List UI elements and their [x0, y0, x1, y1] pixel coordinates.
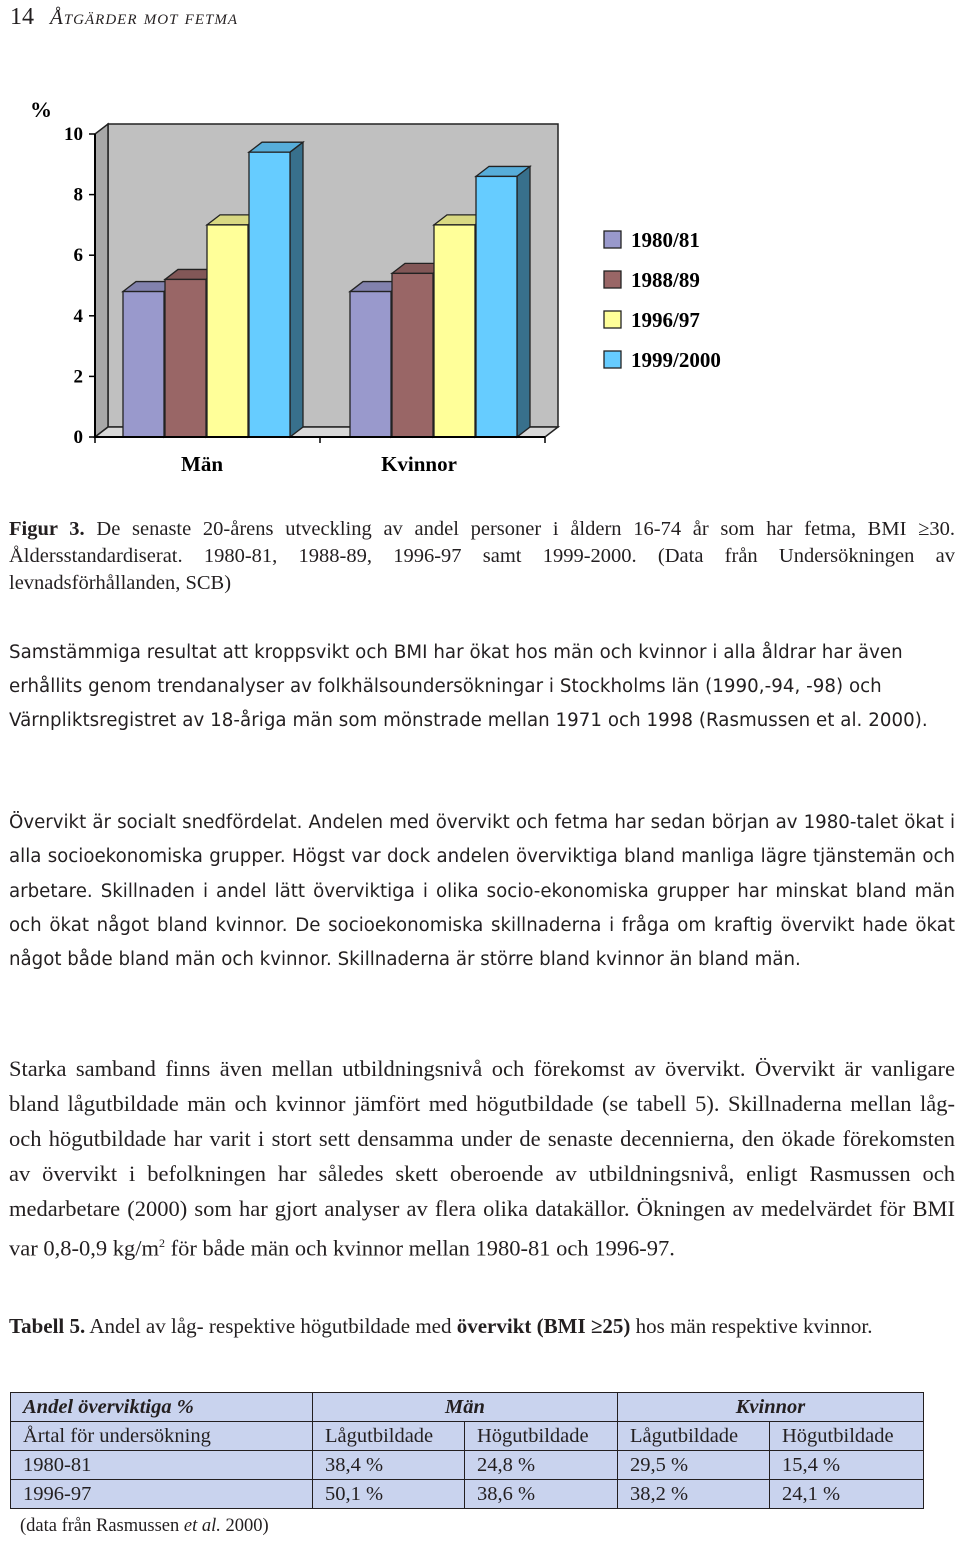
page-number: 14 — [10, 4, 34, 30]
table-row — [11, 1480, 924, 1509]
sub-header-cell: Årtal för undersökning — [11, 1422, 313, 1451]
bar — [249, 142, 303, 437]
table-source — [20, 1516, 269, 1537]
section-title: Åtgärder mot fetma — [50, 5, 238, 29]
legend-swatch — [604, 311, 621, 328]
overweight-table — [10, 1392, 924, 1509]
table-cell: 38,4 % — [313, 1451, 465, 1480]
y-axis-label: % — [30, 97, 52, 122]
y-tick-label: 4 — [73, 305, 83, 327]
bar — [476, 166, 530, 437]
table-cell: 1996-97 — [11, 1480, 313, 1509]
sub-header-cell: Lågutbildade — [618, 1422, 770, 1451]
source-etal: et al. — [183, 1516, 221, 1536]
bar-front — [434, 225, 475, 437]
y-tick-label: 6 — [73, 245, 83, 267]
legend-swatch — [604, 351, 621, 368]
y-tick-label: 8 — [73, 184, 83, 206]
bar-front — [249, 152, 290, 437]
figure-caption-text: De senaste 20-årens utveckling av andel personer i åldern 16-74 år som har fetma, BMI ≥30. Åldersstandardiserat. 1980-81, 1988-89, 1996-97 samt 1999-2000. (Data från Undersökningen av levnadsförhållanden, SCB) — [9, 518, 955, 594]
sub-header-cell: Högutbildade — [770, 1422, 924, 1451]
table-cell: 38,6 % — [465, 1480, 618, 1509]
source-text-c: 2000) — [220, 1516, 269, 1536]
paragraph-3 — [9, 1051, 955, 1266]
table-cell: 15,4 % — [770, 1451, 924, 1480]
table-label: Tabell 5. — [9, 1314, 86, 1338]
table-row — [11, 1451, 924, 1480]
y-tick-label: 2 — [73, 366, 83, 388]
legend-label: 1980/81 — [631, 228, 700, 252]
paragraph-3-text-a: Starka samband finns även mellan utbildningsnivå och förekomst av övervikt. Övervikt är vanligare bland lågutbildade män och kvinnor jämfört med högutbildade (se tabell 5). Skillnaderna mellan låg- och högutbildade har varit i stort sett densamma under de senaste decennierna, den ökade förekomsten av övervikt i befolkningen har således skett oberoende av utbildningsnivå, enligt Rasmussen och medarbetare (2000) som har gjort analyser av flera olika datakällor. Ökningen av medelvärdet för BMI var 0,8-0,9 kg/m — [9, 1056, 955, 1261]
x-category-label: Män — [181, 452, 223, 476]
group-header-women: Kvinnor — [618, 1393, 924, 1422]
table-caption-text-a: Andel av låg- respektive högutbildade med — [85, 1314, 457, 1338]
paragraph-1: Samstämmiga resultat att kroppsvikt och BMI har ökat hos män och kvinnor i alla åldrar har även erhållits genom trendanalyser av folkhälsoundersökningar i Stockholms län (1990,-94, -98) och Värnpliktsregistret av 18-åriga män som mönstrade mellan 1971 och 1998 (Rasmussen et al. 2000). — [9, 642, 928, 731]
source-text-a: (data från Rasmussen — [20, 1516, 184, 1536]
paragraph-3-text-b: för både män och kvinnor mellan 1980-81 och 1996-97. — [164, 1235, 675, 1261]
sub-header-cell: Lågutbildade — [313, 1422, 465, 1451]
table-group-header — [11, 1393, 924, 1422]
bar-front — [165, 279, 206, 437]
table-cell: 50,1 % — [313, 1480, 465, 1509]
running-header — [10, 4, 238, 31]
bar-side — [517, 166, 530, 437]
bar-front — [207, 225, 248, 437]
bar-front — [392, 273, 433, 437]
table-sub-header — [11, 1422, 924, 1451]
table-cell: 38,2 % — [618, 1480, 770, 1509]
table-caption-text-b: hos män respektive kvinnor. — [630, 1314, 873, 1338]
x-category-label: Kvinnor — [381, 452, 457, 476]
table-caption-bold: övervikt (BMI ≥25) — [456, 1314, 631, 1338]
table-cell: 24,8 % — [465, 1451, 618, 1480]
group-header-label: Andel överviktiga % — [11, 1393, 313, 1422]
y-tick-label: 0 — [73, 427, 83, 448]
table-cell: 29,5 % — [618, 1451, 770, 1480]
superscript-2: 2 — [158, 1236, 165, 1250]
legend-label: 1996/97 — [631, 308, 700, 332]
figure-caption — [9, 516, 955, 597]
paragraph-2: Övervikt är socialt snedfördelat. Andelen med övervikt och fetma har sedan början av 1980-talet ökat i alla socioekonomiska grupper. Högst var dock andelen överviktiga bland manliga lägre tjänstemän och arbetare. Skillnaden i andel lätt överviktiga i olika socio-ekonomiska grupper har minskat bland män och ökat något bland kvinnor. De socioekonomiska skillnaderna i fråga om kraftig övervikt hade ökat något både bland män och kvinnor. Skillnaderna är större bland kvinnor än bland män. — [9, 812, 955, 971]
table-cell: 1980-81 — [11, 1451, 313, 1480]
table-cell: 24,1 % — [770, 1480, 924, 1509]
sub-header-cell: Högutbildade — [465, 1422, 618, 1451]
bar-front — [123, 292, 164, 437]
bar-side — [290, 142, 303, 437]
legend-label: 1988/89 — [631, 268, 700, 292]
legend-swatch — [604, 231, 621, 248]
chart-legend — [604, 228, 721, 372]
figure-label: Figur 3. — [9, 518, 85, 540]
legend-label: 1999/2000 — [631, 348, 721, 372]
group-header-men: Män — [313, 1393, 618, 1422]
legend-swatch — [604, 271, 621, 288]
bar-chart — [0, 90, 960, 490]
y-tick-label: 10 — [64, 124, 83, 145]
chart-side-wall — [95, 124, 108, 437]
table-caption — [9, 1312, 955, 1341]
bar-front — [350, 292, 391, 437]
bar-front — [476, 176, 517, 437]
